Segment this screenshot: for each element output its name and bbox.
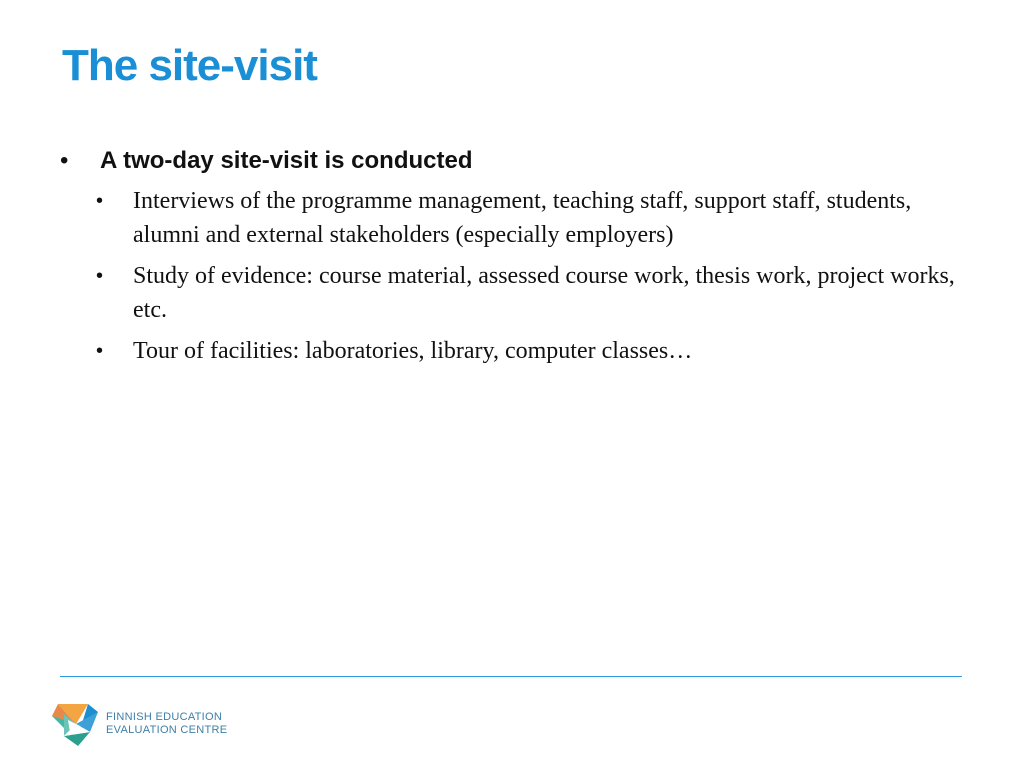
bullet-icon: • xyxy=(60,147,69,174)
logo-line-1: FINNISH EDUCATION xyxy=(106,711,223,723)
fine-logo xyxy=(50,700,227,748)
sub-bullet-list xyxy=(60,184,960,368)
main-bullet-text: A two-day site-visit is conducted xyxy=(100,147,473,174)
slide-title: The site-visit xyxy=(62,41,317,90)
logo-line-2: EVALUATION CENTRE xyxy=(106,724,228,736)
bullet-icon: • xyxy=(96,340,104,362)
sub-bullet-text: Study of evidence: course material, assessed course work, thesis work, project works, etc. xyxy=(133,263,955,323)
content-area xyxy=(60,144,960,375)
sub-bullet-item xyxy=(60,334,960,368)
sub-bullet-text: Tour of facilities: laboratories, library, computer classes… xyxy=(133,338,693,364)
footer-divider xyxy=(60,676,962,677)
bullet-icon: • xyxy=(96,265,104,287)
bullet-icon: • xyxy=(96,190,104,212)
sub-bullet-text: Interviews of the programme management, teaching staff, support staff, students, alumni and external stakeholders (especially employers) xyxy=(133,188,912,248)
logo-wordmark xyxy=(106,711,227,737)
main-bullet-item xyxy=(60,144,960,178)
sub-bullet-item xyxy=(60,184,960,252)
sub-bullet-item xyxy=(60,259,960,327)
fine-logo-icon xyxy=(50,700,100,748)
